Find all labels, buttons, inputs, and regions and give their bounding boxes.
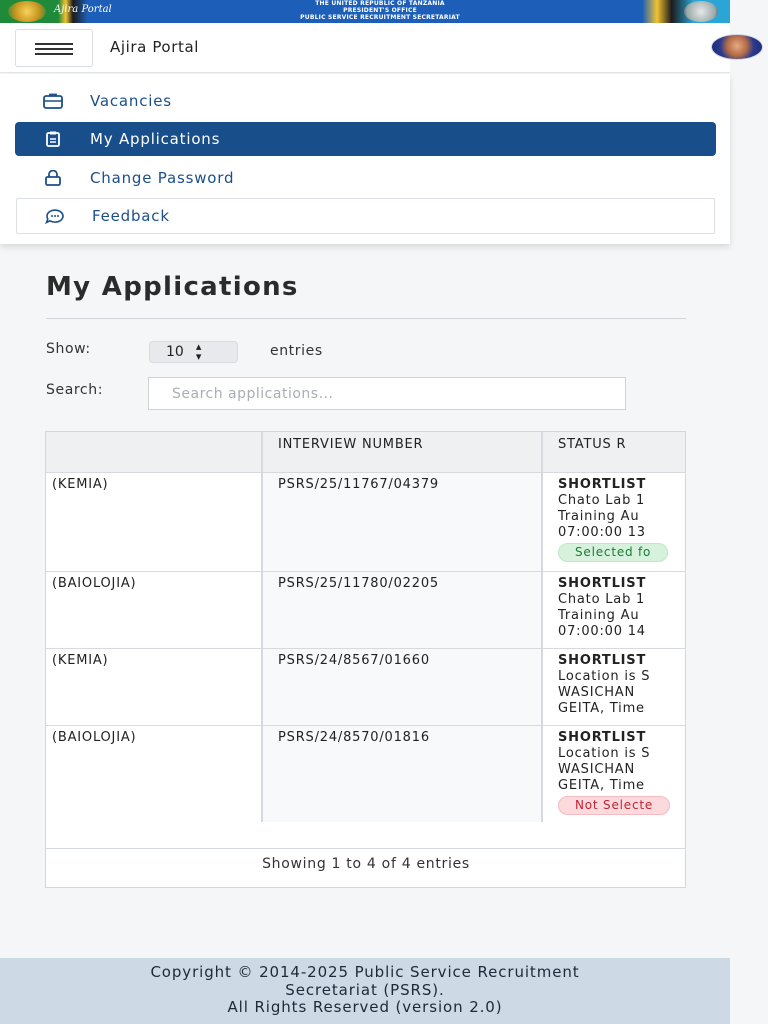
table-row [46,725,686,823]
table-header-row [46,432,686,472]
chevron-updown-icon: ▴ ▾ [195,340,202,363]
column-header-interview-number[interactable]: INTERVIEW NUMBER [262,432,542,472]
cell-subject: (KEMIA) [46,648,262,725]
search-label: Search: [46,382,104,398]
coat-of-arms-icon [8,1,46,22]
banner-line-2: PRESIDENT'S OFFICE [343,7,417,14]
footer-org: Secretariat (PSRS). [285,980,445,999]
title-divider [46,318,686,319]
cell-subject: (KEMIA) [46,472,262,571]
clipboard-icon [15,131,90,147]
nav-item-my-applications[interactable] [15,122,716,156]
status-title: SHORTLIST [558,476,647,492]
chat-icon [17,208,92,224]
status-line: 07:00:00 13 [558,524,646,540]
entries-label: entries [270,343,323,359]
main-nav [0,74,730,244]
status-line: 07:00:00 14 [558,623,646,639]
banner-line-1: THE UNITED REPUBLIC OF TANZANIA [315,0,445,7]
status-line: GEITA, Time [558,700,645,716]
applications-table [45,431,686,888]
applications-grid [46,432,686,824]
nav-label: Feedback [92,207,170,225]
hamburger-icon-bar [35,48,73,50]
lock-icon [15,170,90,186]
nav-label: My Applications [90,130,221,148]
status-badge: Not Selecte [558,796,670,815]
status-title: SHORTLIST [558,652,647,668]
status-title: SHORTLIST [558,575,647,591]
interview-number: PSRS/24/8567/01660 [278,652,430,668]
cell-interview-number [262,472,542,571]
status-line: WASICHAN [558,684,635,700]
cell-interview-number [262,571,542,648]
status-line: Location is S [558,668,651,684]
status-line: WASICHAN [558,761,635,777]
nav-item-vacancies[interactable] [15,84,716,118]
cell-interview-number [262,648,542,725]
app-title: Ajira Portal [110,38,200,56]
column-header-subject[interactable] [46,432,262,472]
status-title: SHORTLIST [558,729,647,745]
menu-toggle-button[interactable] [15,29,93,67]
app-header [0,23,730,73]
cell-status [542,725,686,823]
nav-label: Change Password [90,169,235,187]
cell-status [542,648,686,725]
interview-number: PSRS/24/8570/01816 [278,729,430,745]
status-line: Chato Lab 1 [558,591,646,607]
status-line: Location is S [558,745,651,761]
footer-rights: All Rights Reserved (version 2.0) [227,998,503,1016]
show-label: Show: [46,341,91,357]
user-avatar[interactable] [711,34,763,60]
cell-subject: (BAIOLOJIA) [46,571,262,648]
interview-number: PSRS/25/11767/04379 [278,476,439,492]
column-header-status[interactable]: STATUS R [542,432,686,472]
page-size-value: 10 [166,344,184,360]
nav-label: Vacancies [90,92,172,110]
table-footer-row [46,822,686,849]
banner-heading [230,0,530,21]
cell-subject: (BAIOLOJIA) [46,725,262,823]
page-size-select[interactable] [149,341,238,363]
banner-line-3: PUBLIC SERVICE RECRUITMENT SECRETARIAT [300,14,460,21]
cell-status [542,571,686,648]
page-title: My Applications [46,272,299,302]
table-row [46,648,686,725]
status-line: Chato Lab 1 [558,492,646,508]
table-row [46,472,686,571]
interview-number: PSRS/25/11780/02205 [278,575,439,591]
banner-brand: Ajira Portal [54,4,112,15]
nav-item-feedback[interactable] [16,198,715,234]
page-footer [0,958,730,1024]
table-info: Showing 1 to 4 of 4 entries [262,856,470,872]
top-banner [0,0,730,23]
hamburger-icon [35,43,73,45]
briefcase-icon [15,93,90,109]
footer-copyright: Copyright © 2014-2025 Public Service Recruitment [150,963,580,981]
status-line: Training Au [558,508,640,524]
status-line: Training Au [558,607,640,623]
hamburger-icon-bar [35,53,73,55]
table-row [46,571,686,648]
cell-status [542,472,686,571]
status-badge: Selected fo [558,543,668,562]
nav-item-change-password[interactable] [15,161,716,195]
psrs-seal-icon [684,1,718,22]
search-input[interactable] [148,377,626,410]
cell-interview-number [262,725,542,823]
status-line: GEITA, Time [558,777,645,793]
